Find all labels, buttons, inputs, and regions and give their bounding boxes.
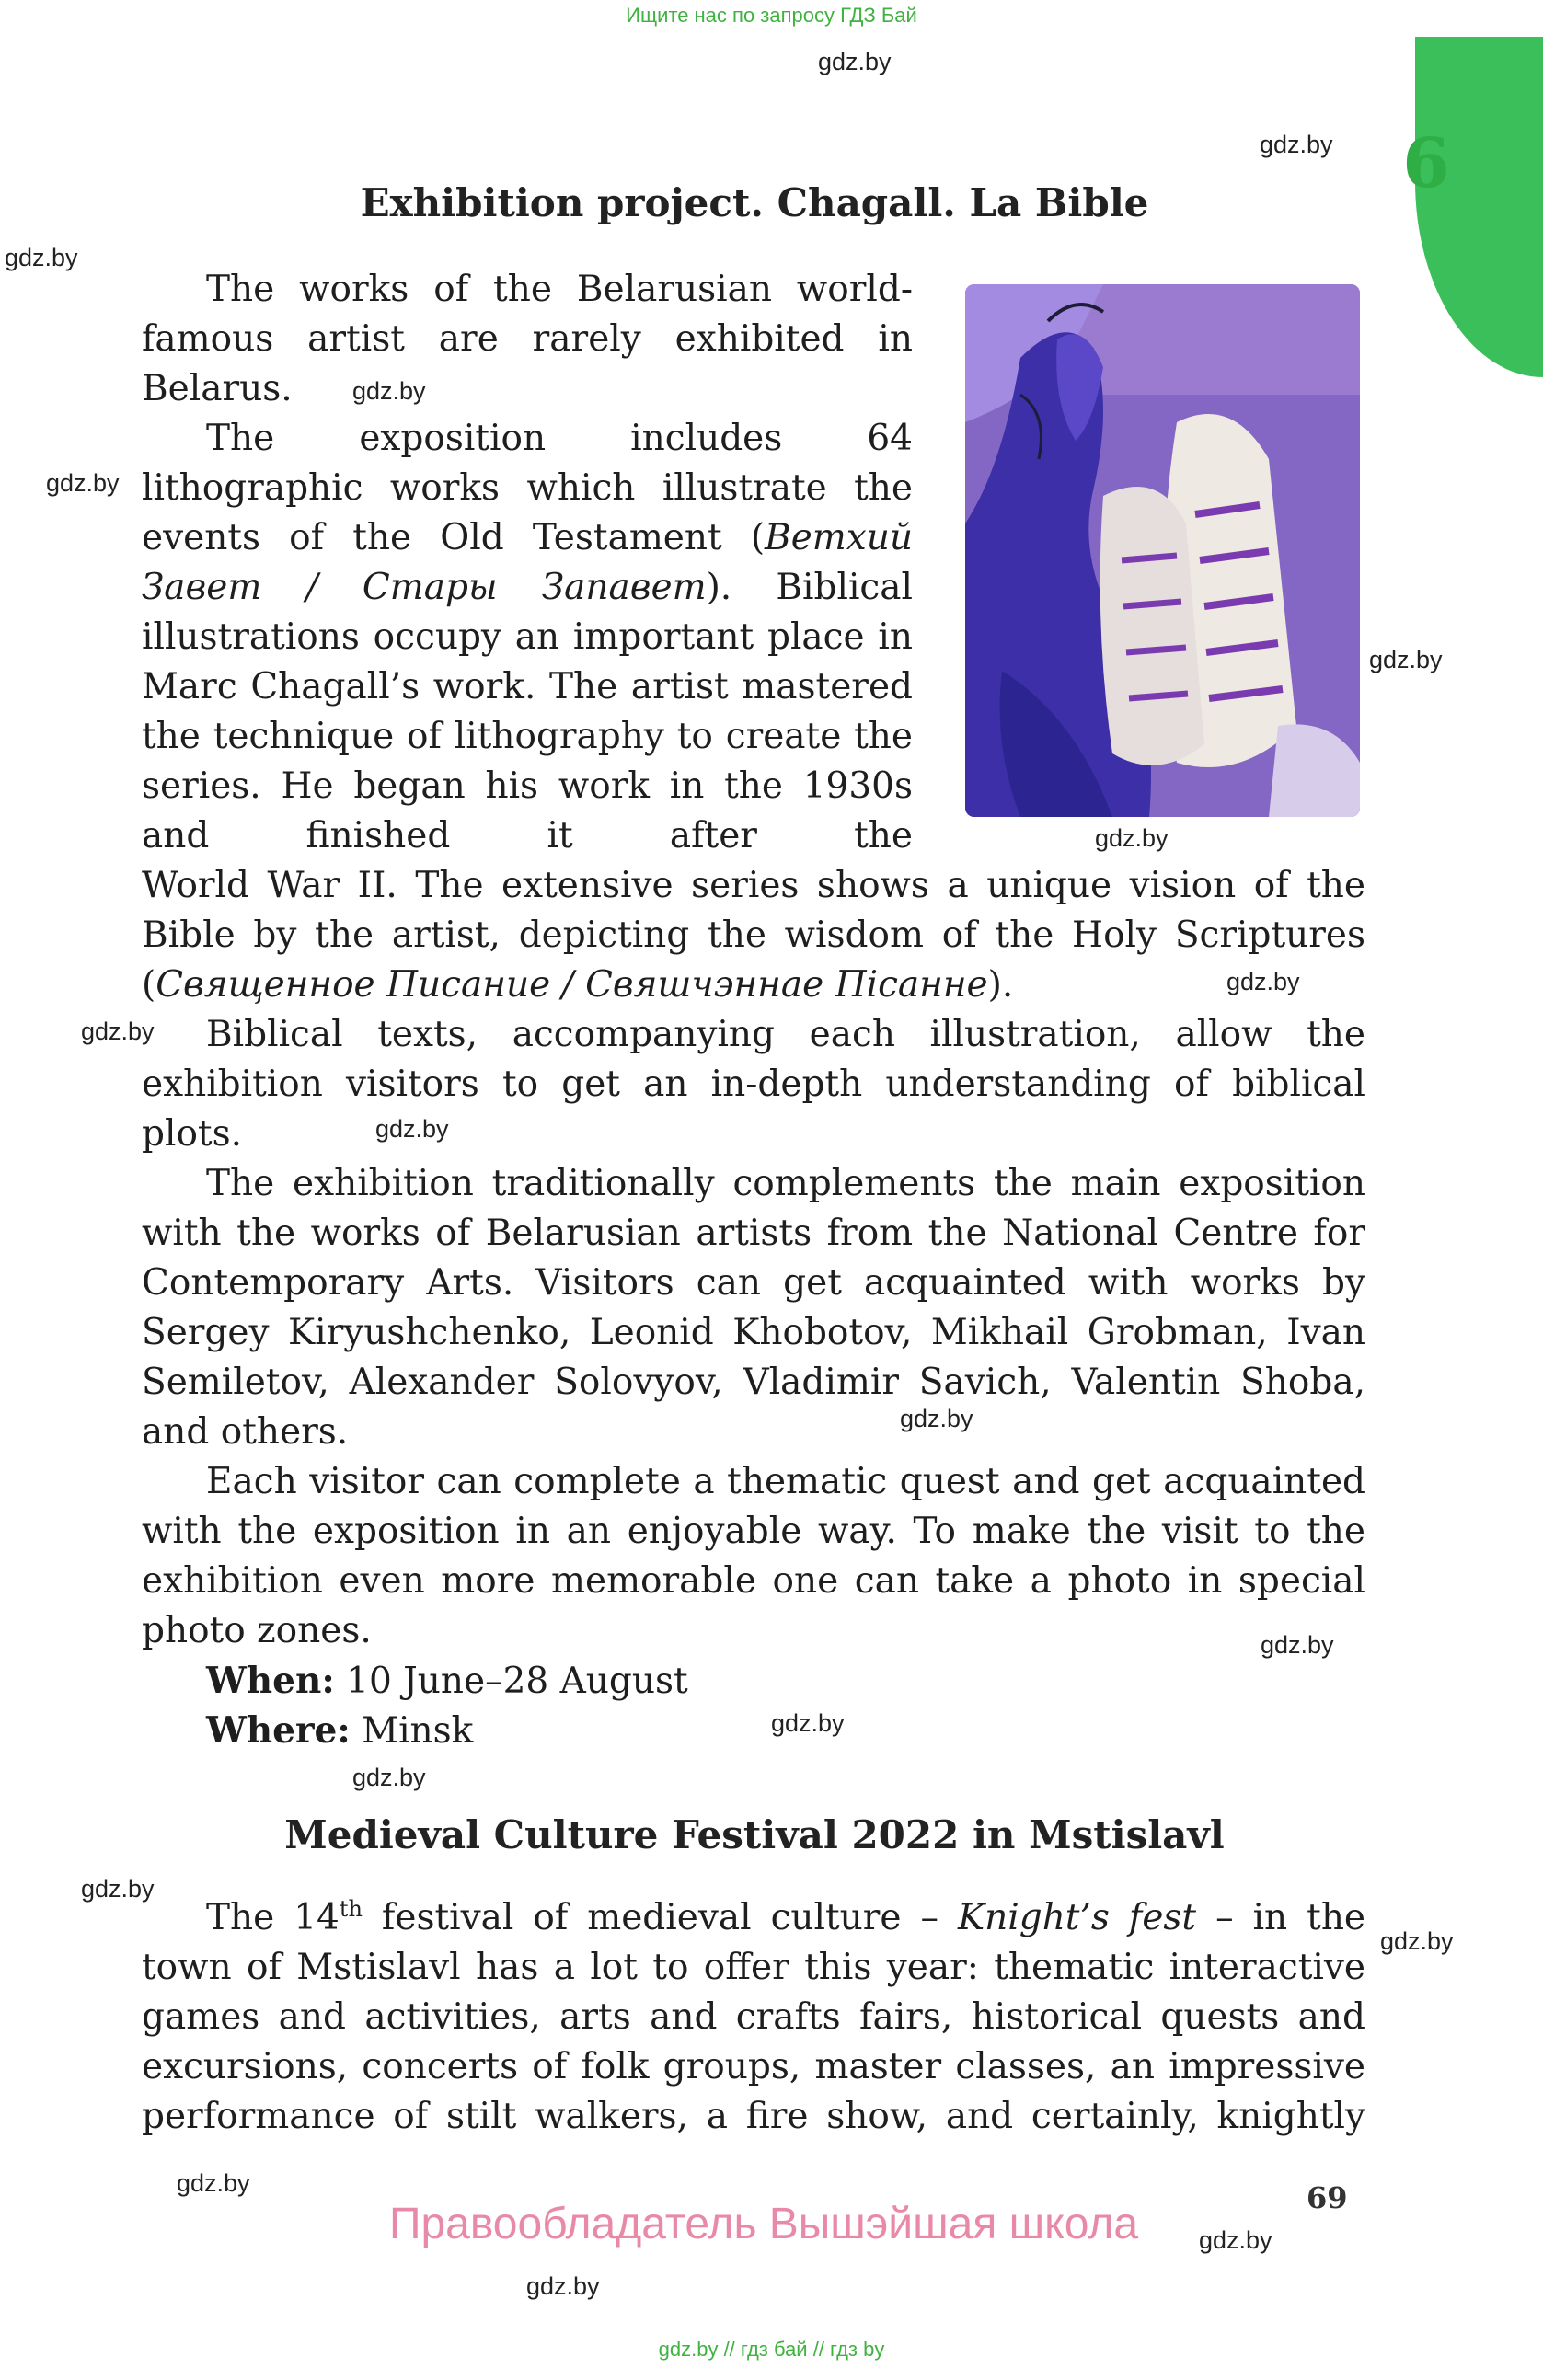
when-label: When: <box>206 1660 335 1702</box>
unit-number: 6 <box>1402 124 1450 203</box>
watermark: gdz.by <box>375 1115 449 1143</box>
watermark: gdz.by <box>352 1764 426 1791</box>
article1-paragraph-1: The works of the Belarusian world-famous artist are rarely exhibited in Belarus. <box>142 269 913 409</box>
watermark: gdz.by <box>81 1875 155 1903</box>
watermark: gdz.by <box>177 2169 250 2197</box>
article2-body <box>142 1893 1365 2142</box>
text-run: ). <box>987 964 1014 1006</box>
festival-name: Knight’s fest <box>958 1897 1197 1938</box>
watermark: gdz.by <box>5 244 78 271</box>
article1-paragraph-2 <box>142 414 913 861</box>
event-when <box>206 1656 688 1707</box>
article1-paragraph-2-cont <box>142 861 1365 1010</box>
top-search-note: Ищите нас по запросу ГДЗ Бай <box>626 4 917 27</box>
article1-paragraph-3: Biblical texts, accompanying each illustration, allow the exhibition visitors to get an in-depth understanding of biblical plots. <box>142 1014 1365 1155</box>
russian-term: Ветхий Завет / Стары Запавет <box>142 517 913 608</box>
text-run: festival of medieval culture – <box>362 1897 958 1938</box>
when-value: 10 June–28 August <box>346 1661 688 1702</box>
watermark: gdz.by <box>1380 1927 1454 1955</box>
watermark: gdz.by <box>526 2272 600 2300</box>
watermark: gdz.by <box>46 469 120 497</box>
watermark: gdz.by <box>1369 646 1443 673</box>
rights-holder: Правообладатель Вышэйшая школа <box>388 2200 1139 2248</box>
text-run: World War II. The extensive series shows a unique vision of the Bible by the artist, depicting the wisdom of the Holy Scriptures ( <box>142 865 1365 1006</box>
watermark: gdz.by <box>81 1018 155 1045</box>
watermark: gdz.by <box>1095 824 1169 852</box>
russian-term: Священное Писание / Свяшчэннае Пісанне <box>155 964 988 1006</box>
page-number: 69 <box>1307 2180 1348 2215</box>
chagall-illustration <box>965 284 1360 817</box>
watermark: gdz.by <box>352 377 426 405</box>
watermark: gdz.by <box>1226 968 1300 995</box>
text-run: The 14 <box>206 1897 340 1938</box>
superscript: th <box>339 1896 363 1922</box>
watermark: gdz.by <box>1260 131 1333 158</box>
watermark: gdz.by <box>771 1709 845 1737</box>
moses-lithograph-image <box>965 284 1360 817</box>
where-label: Where: <box>206 1709 351 1752</box>
article2-title: Medieval Culture Festival 2022 in Mstislavl <box>284 1812 1225 1857</box>
text-run: The exposition includes 64 lithographic works which illustrate the events of the Old Testament ( <box>142 418 913 558</box>
article1-intro <box>142 265 913 861</box>
watermark: gdz.by <box>1199 2226 1272 2254</box>
text-run: ). Biblical illustrations occupy an important place in Marc Chagall’s work. The artist mastered the technique of lithography to create the series. He began his work in the 1930s and finished it after the <box>142 567 913 857</box>
unit-tab <box>1415 37 1543 377</box>
where-value: Minsk <box>362 1710 474 1752</box>
event-where <box>206 1706 473 1756</box>
article1-paragraph-5: Each visitor can complete a thematic quest and get acquainted with the exposition in an enjoyable way. To make the visit to the exhibition even more memorable one can take a photo in special photo zones. <box>142 1461 1365 1651</box>
watermark: gdz.by <box>900 1405 973 1432</box>
footer-note: gdz.by // гдз бай // гдз by <box>658 2338 885 2361</box>
watermark: gdz.by <box>818 48 892 75</box>
text-run: – in the town of Mstislavl has a lot to offer this year: thematic interactive games and activities, arts and crafts fairs, historical quests and excursions, concerts of folk groups, master classes, an impressive performance of stilt walkers, a fire show, and certainly, knightly <box>142 1897 1366 2137</box>
article2-paragraph-1 <box>142 1893 1365 2142</box>
watermark: gdz.by <box>1261 1631 1334 1659</box>
article1-body <box>142 861 1365 1656</box>
article1-title: Exhibition project. Chagall. La Bible <box>360 180 1149 225</box>
article1-paragraph-4: The exhibition traditionally complements the main exposition with the works of Belarusian artists from the National Centre for Contemporary Arts. Visitors can get acquainted with works by Sergey Kiryushchenko, Leonid Khobotov, Mikhail Grobman, Ivan Semiletov, Alexander Solovyov, Vladimir Savich, Valentin Shoba, and others. <box>142 1163 1365 1453</box>
